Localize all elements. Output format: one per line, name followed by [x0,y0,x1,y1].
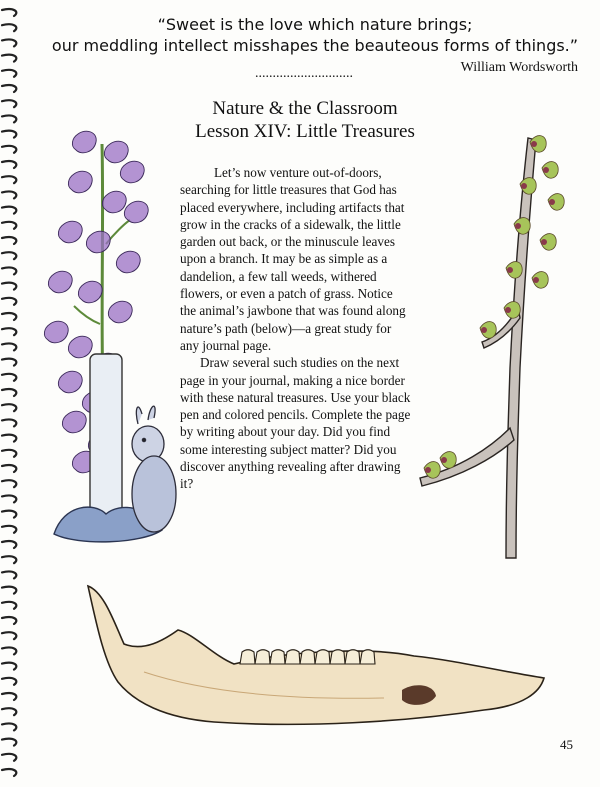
spiral-ring [2,435,16,442]
branch-bud-tip [505,307,511,313]
spiral-ring [2,450,16,457]
jawbone-tooth [270,650,285,664]
spiral-ring [2,678,16,685]
spiral-ring [2,556,16,563]
spiral-ring [2,480,16,487]
spiral-ring [2,191,16,198]
jawbone-illustration [84,582,554,732]
branch-bud-tip [549,199,555,205]
jawbone-tooth [240,650,255,664]
jawbone-tooth [285,650,300,664]
branch-buds [424,136,564,479]
spiral-ring [2,404,16,411]
jawbone-tooth [345,650,360,664]
spiral-ring [2,754,16,761]
spiral-ring [2,359,16,366]
paragraph-2: Draw several such studies on the next page in your journal, making a nice border with these natural treasures. Use your black pen and colored pencils. Complete the page by writing about your day. Did you find some interesting subject matter? Did you discover anything revealing after drawing it? [180,355,411,492]
spiral-ring [2,587,16,594]
spiral-ring [2,511,16,518]
flower-bloom [124,201,148,223]
spiral-ring [2,617,16,624]
title-line-2: Lesson XIV: Little Treasures [195,121,415,142]
spiral-ring [2,131,16,138]
spiral-ring [2,647,16,654]
flower-bloom [48,271,72,293]
jawbone-tooth [360,650,375,664]
spiral-ring [2,207,16,214]
branch-bud-tip [425,467,431,473]
spiral-ring [2,39,16,46]
spiral-ring [2,495,16,502]
spiral-ring [2,769,16,776]
spiral-ring [2,161,16,168]
spiral-ring [2,663,16,670]
title-line-1: Nature & the Classroom [212,98,398,119]
flower-bloom [104,141,128,163]
flower-bloom [68,171,92,193]
branch-bud-tip [531,141,537,147]
spiral-ring [2,374,16,381]
quote-line-2: our meddling intellect misshapes the beauteous forms of things.” [51,36,579,55]
quote-line-1: “Sweet is the love which nature brings; [157,15,473,34]
spiral-ring [2,602,16,609]
quote [30,14,600,56]
quote-attribution: William Wordsworth [460,60,578,75]
page-number: 45 [560,737,573,752]
branch-bud-tip [441,457,447,463]
spiral-ring [2,526,16,533]
spiral-ring [2,465,16,472]
spiral-ring [2,298,16,305]
lesson-body [180,164,412,493]
branch-bud-tip [541,239,547,245]
spiral-ring [2,632,16,639]
spiral-ring [2,70,16,77]
jawbone-tooth [255,650,270,664]
spiral-ring [2,100,16,107]
spiral-ring [2,24,16,31]
spiral-ring [2,237,16,244]
branch-bud-tip [533,277,539,283]
spiral-ring [2,176,16,183]
dotted-divider: ............................ [255,66,353,81]
branch-bud-tip [507,267,513,273]
paragraph-1: Let’s now venture out-of-doors, searching for little treasures that God has placed everywhere, including artifacts that grow in the cracks of a sidewalk, the little garden out back, or the minuscule leaves upon a branch. It may be as simple as a dandelion, a few tall weeds, withered flowers, or even a patch of grass. Notice the animal’s jawbone that was found along nature’s path (below)—a great study for any journal page. [180,165,406,353]
branch-stem [420,138,536,558]
spiral-ring [2,146,16,153]
spiral-ring [2,693,16,700]
spiral-binding [0,0,22,787]
flower-bloom [58,371,82,393]
flower-bloom [72,131,96,153]
flower-bloom [62,411,86,433]
branch-bud-tip [543,167,549,173]
rabbit-figurine [132,406,176,532]
jawbone-teeth [240,650,375,664]
jawbone-tooth [330,650,345,664]
branch-bud-tip [515,223,521,229]
spiral-ring [2,115,16,122]
budding-branch-illustration [410,128,575,568]
flower-bloom [58,221,82,243]
jawbone-tooth [315,650,330,664]
flower-vase-rabbit-illustration [34,124,194,554]
spiral-ring [2,739,16,746]
spiral-ring [2,283,16,290]
spiral-ring [2,419,16,426]
spiral-ring [2,571,16,578]
flower-bloom [108,301,132,323]
spiral-ring [2,252,16,259]
spiral-ring [2,313,16,320]
spiral-ring [2,85,16,92]
jawbone-tooth [300,650,315,664]
spiral-ring [2,343,16,350]
spiral-ring [2,389,16,396]
spiral-ring [2,328,16,335]
flower-bloom [44,321,68,343]
spiral-ring [2,723,16,730]
flower-bloom [86,231,110,253]
flower-bloom [116,251,140,273]
spiral-ring [2,541,16,548]
flower-bloom [78,281,102,303]
spiral-ring [2,267,16,274]
flower-bloom [120,161,144,183]
branch-bud-tip [481,327,487,333]
spiral-ring [2,222,16,229]
spiral-ring [2,55,16,62]
flower-bloom [102,191,126,213]
flower-bloom [68,336,92,358]
spiral-ring [2,9,16,16]
spiral-ring [2,708,16,715]
branch-bud-tip [521,183,527,189]
